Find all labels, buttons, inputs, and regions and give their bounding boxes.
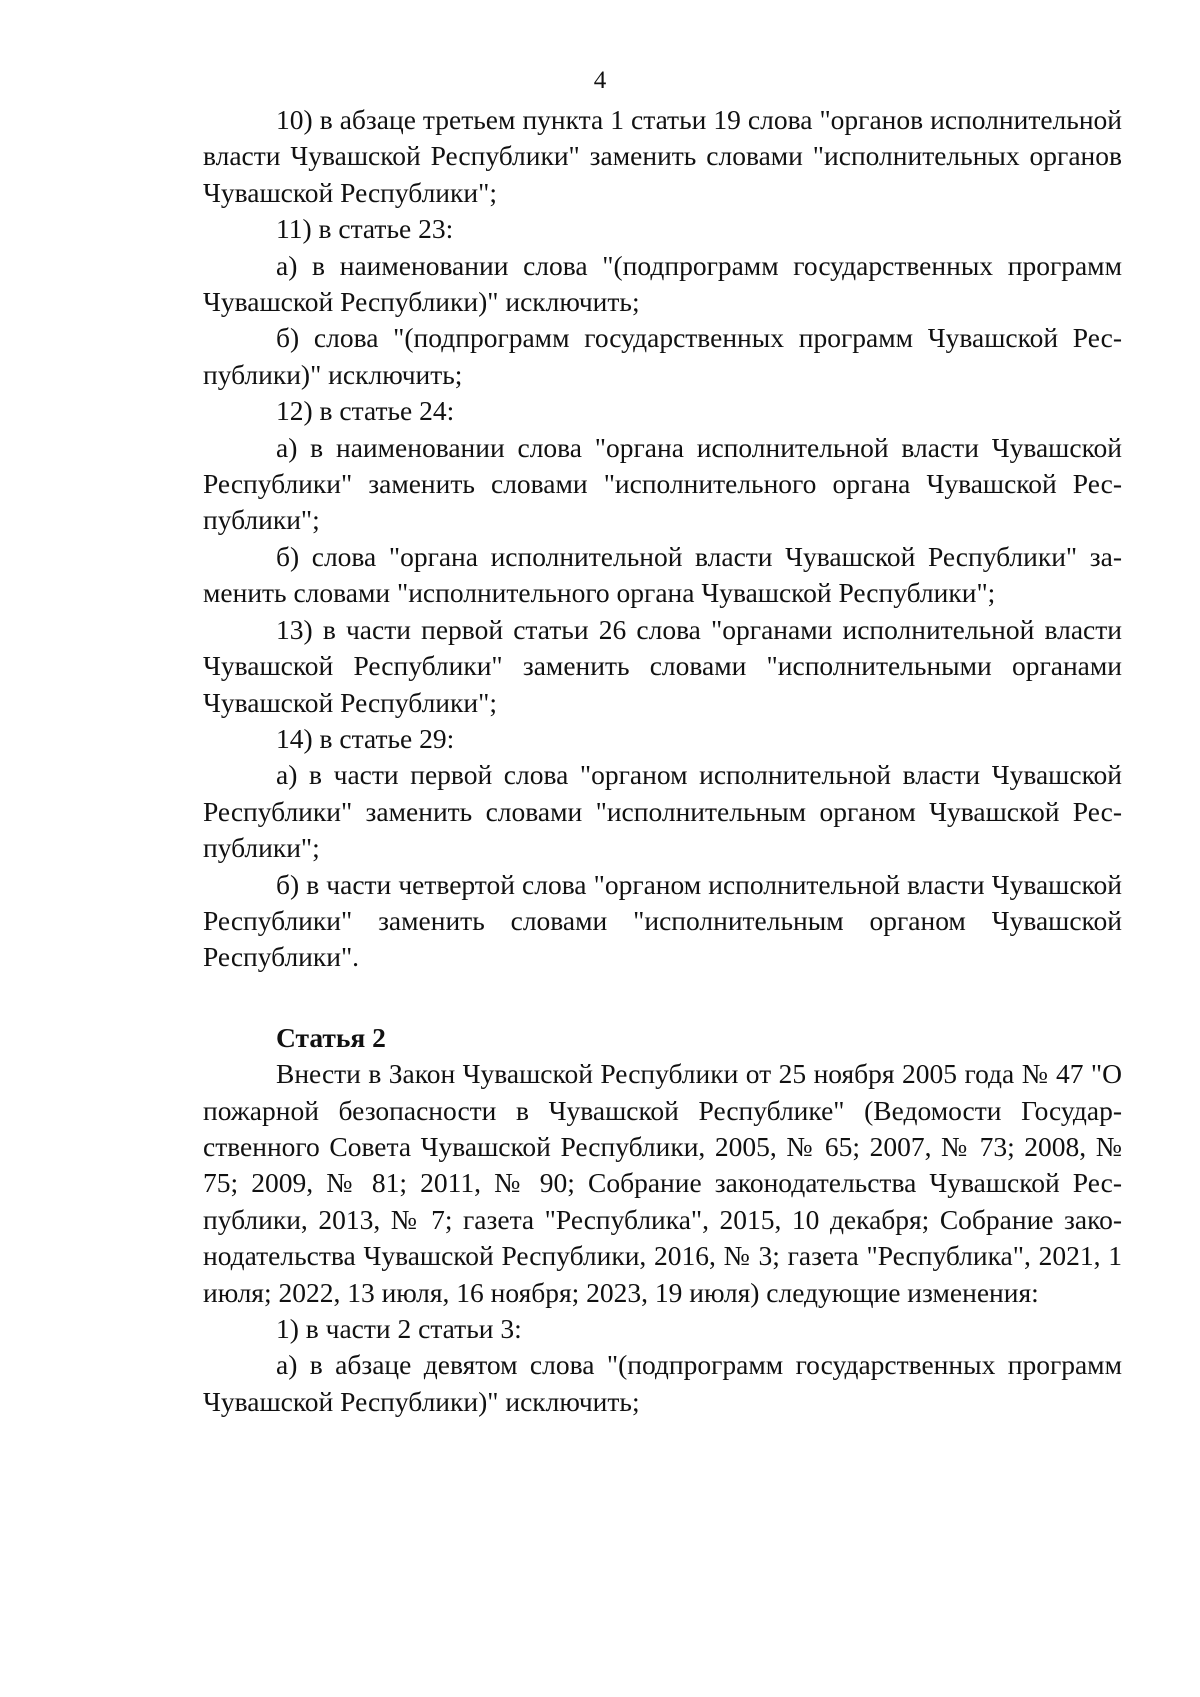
document-body (203, 102, 1122, 1420)
paragraph-item-12b: б) слова "органа исполнительной власти Чувашской Республики" заменить словами "исполнительного органа Чувашской Республики"; (203, 540, 1122, 609)
paragraph-item-14: 14) в статье 29: (276, 722, 455, 754)
paragraph-item-12a: а) в наименовании слова "органа исполнительной власти Чувашской Республики" заменить словами "исполнительного органа Чувашской Республики"; (203, 431, 1122, 536)
paragraph-item-10: 10) в абзаце третьем пункта 1 статьи 19 слова "органов исполнительной власти Чувашской Республики" заменить словами "исполнительных органов Чувашской Республики"; (203, 104, 1122, 208)
paragraph-article2-item-1a: а) в абзаце девятом слова "(подпрограмм государственных программ Чувашской Республики)" исключить; (203, 1349, 1122, 1417)
paragraph-item-14a: а) в части первой слова "органом исполнительной власти Чувашской Республики" заменить словами "исполнительным органом Чувашской Республики"; (203, 759, 1122, 864)
paragraph-item-11b: б) слова "(подпрограмм государственных программ Чувашской Республики)" исключить; (203, 322, 1122, 390)
paragraph-article2-item-1: 1) в части 2 статьи 3: (276, 1313, 522, 1344)
page-number: 4 (593, 67, 607, 94)
paragraph-item-12: 12) в статье 24: (276, 395, 455, 427)
paragraph-item-14b: б) в части четвертой слова "органом исполнительной власти Чувашской Республики" заменить словами "исполнительным органом Чувашской Республики". (203, 868, 1122, 973)
paragraph-item-13: 13) в части первой статьи 26 слова "органами исполнительной власти Чувашской Республики" заменить словами "исполнительными органами Чувашской Республики"; (203, 613, 1122, 718)
paragraph-item-11a: а) в наименовании слова "(подпрограмм государственных программ Чувашской Республики)" исключить; (203, 249, 1122, 318)
paragraph-item-11: 11) в статье 23: (276, 213, 454, 245)
paragraph-article2-intro: Внести в Закон Чувашской Республики от 25 ноября 2005 года № 47 "О пожарной безопасности в Чувашской Республике" (Ведомости Государственного Совета Чувашской Республики, 2005, № 65; 2007, № 73; 2008, № 75; 2009, № 81; 2011, № 90; Собрание законодательства Чувашской Республики, 2013, № 7; газета "Республика", 2015, 10 декабря; Собрание законодательства Чувашской Республики, 2016, № 3; газета "Республика", 2021, 1 июля; 2022, 13 июля, 16 ноября; 2023, 19 июля) следующие изменения: (203, 1058, 1122, 1308)
article-heading: Статья 2 (276, 1021, 386, 1053)
